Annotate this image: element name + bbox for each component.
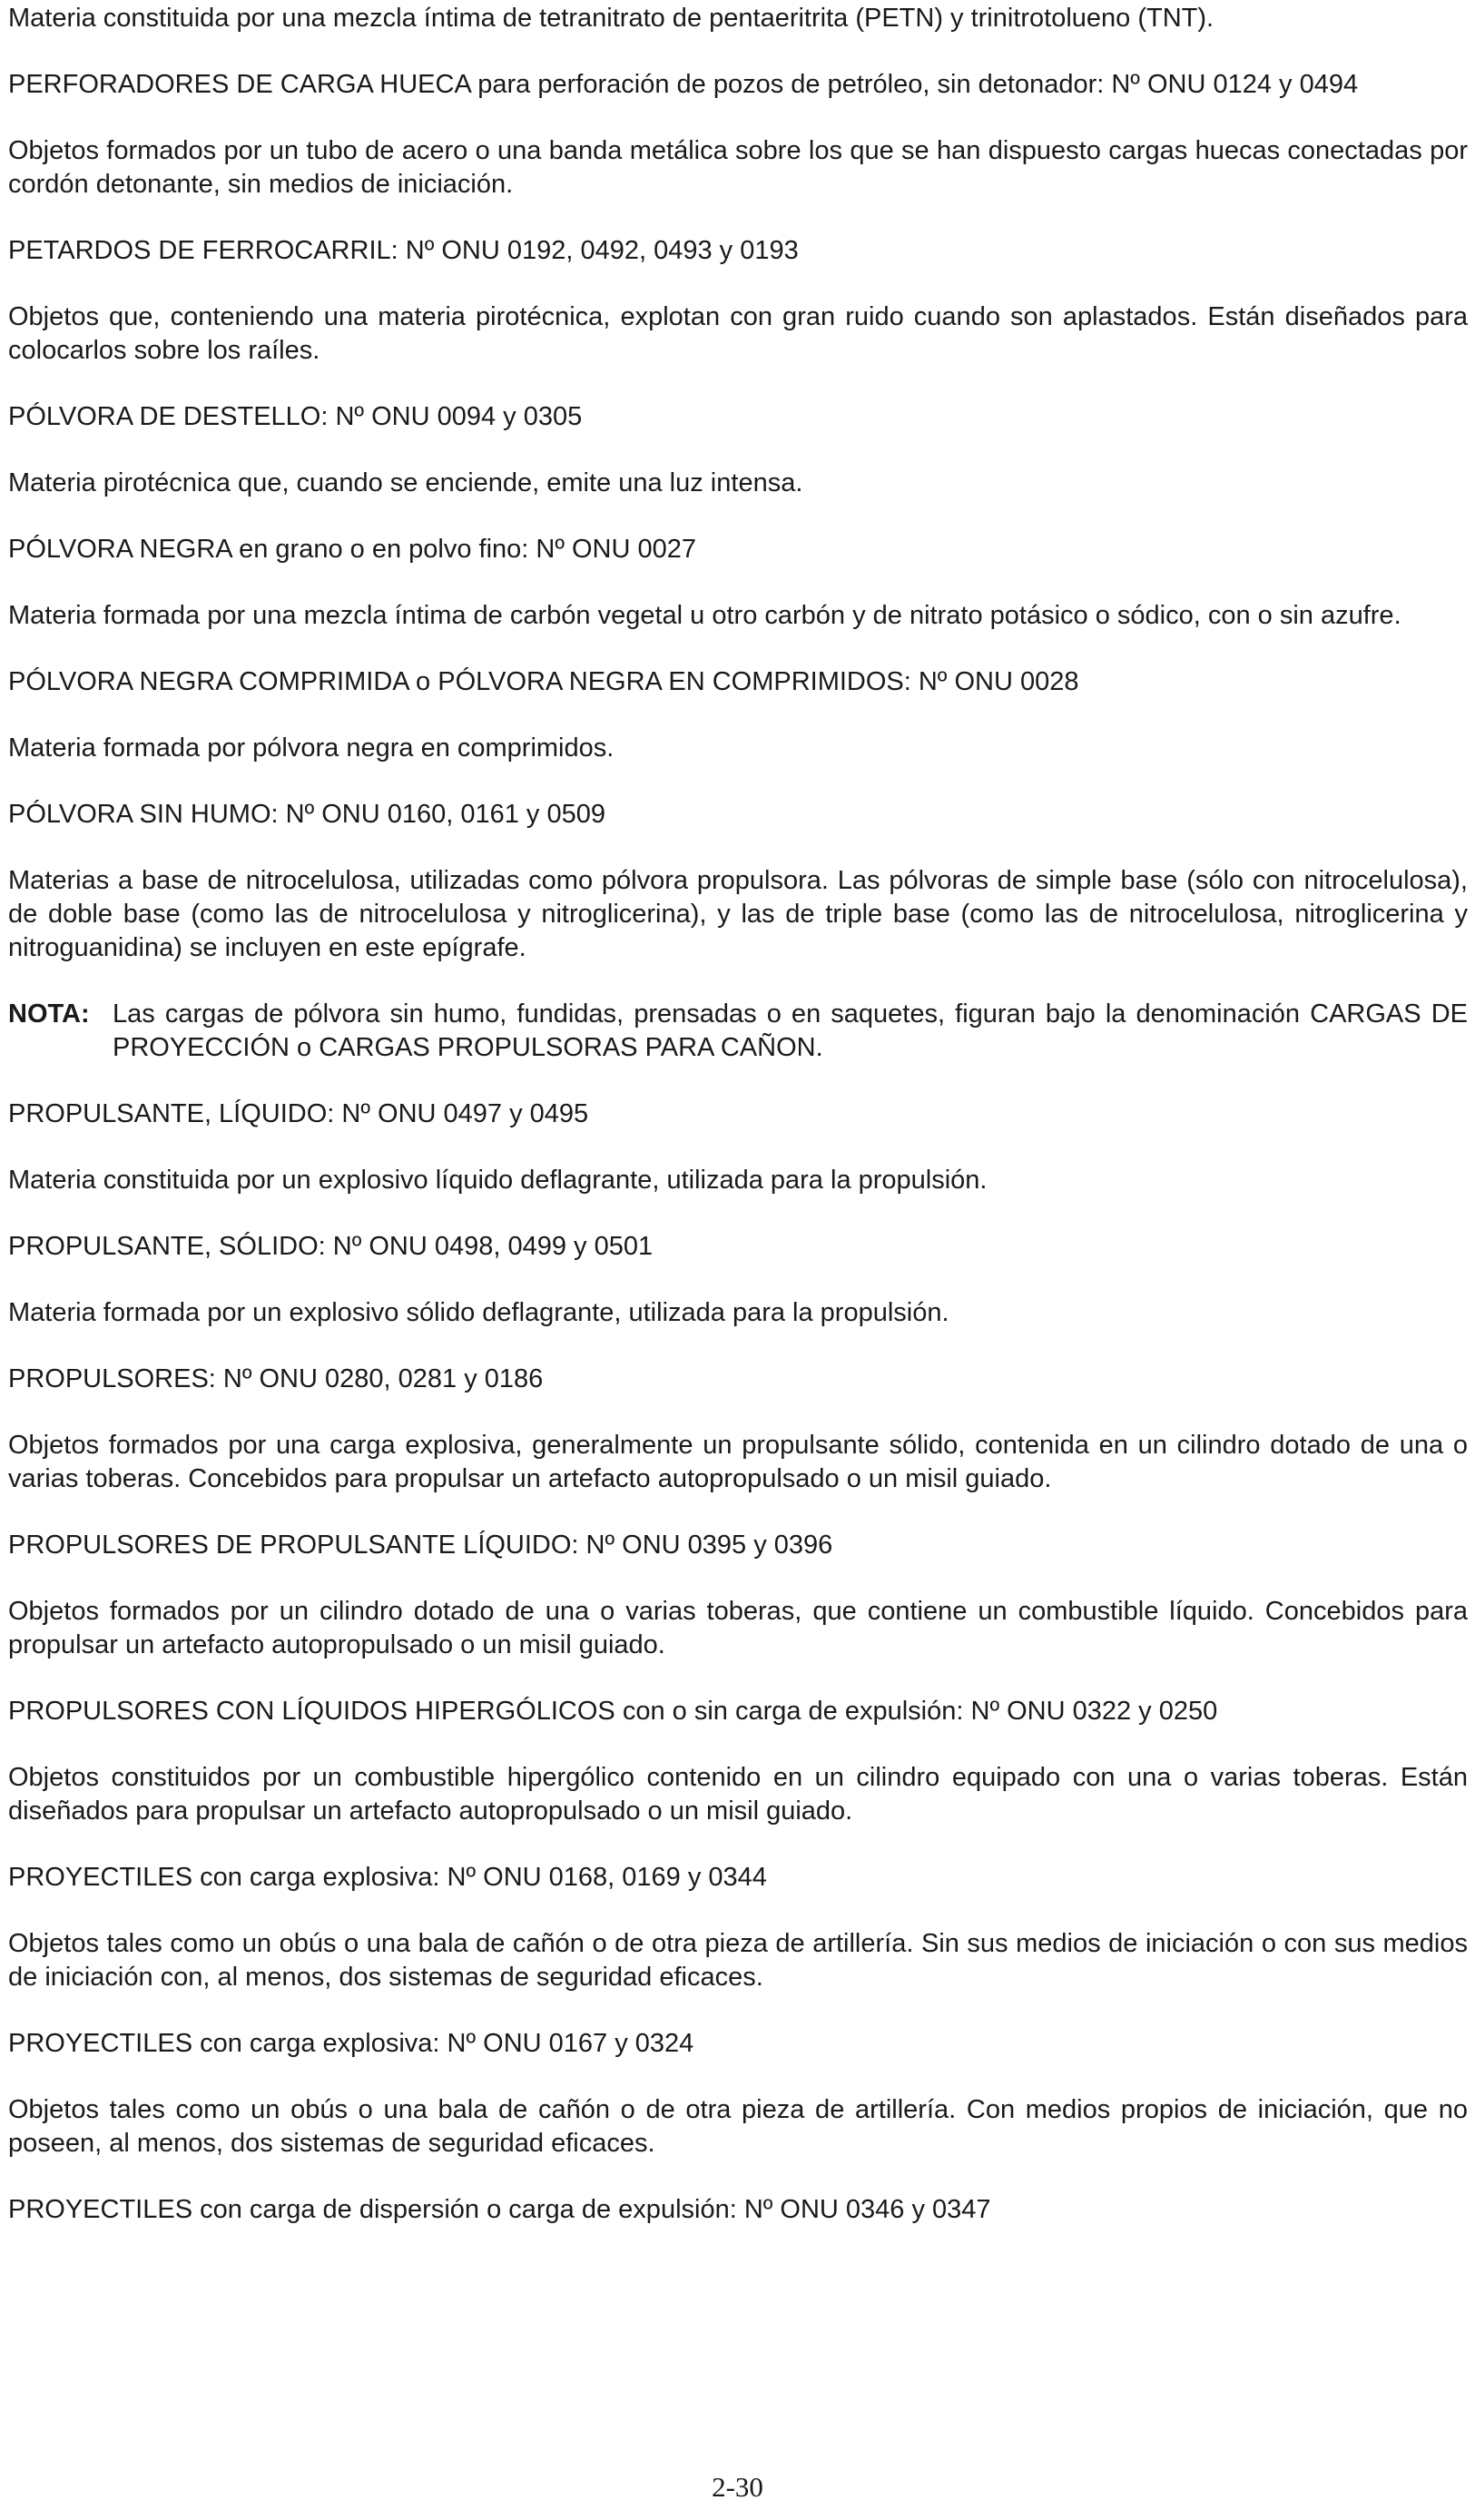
entry-heading: PÓLVORA SIN HUMO: Nº ONU 0160, 0161 y 0509 xyxy=(8,800,605,829)
entry-description: Objetos constituidos por un combustible hipergólico contenido en un cilindro equipado con una o varias toberas. Están diseñados para propulsar un artefacto autopropulsado o un misil guiado. xyxy=(8,1763,1468,1826)
entry-description: Materia formada por un explosivo sólido deflagrante, utilizada para la propulsión. xyxy=(8,1298,949,1327)
entry-heading: PROYECTILES con carga de dispersión o carga de expulsión: Nº ONU 0346 y 0347 xyxy=(8,2195,991,2224)
entry-heading: PROYECTILES con carga explosiva: Nº ONU 0167 y 0324 xyxy=(8,2029,694,2058)
entry-heading: PROPULSANTE, SÓLIDO: Nº ONU 0498, 0499 y 0501 xyxy=(8,1232,654,1261)
entry-heading: PROPULSORES DE PROPULSANTE LÍQUIDO: Nº ONU 0395 y 0396 xyxy=(8,1531,833,1560)
entry-heading: PÓLVORA NEGRA en grano o en polvo fino: Nº ONU 0027 xyxy=(8,535,697,564)
entry-description: Materia pirotécnica que, cuando se enciende, emite una luz intensa. xyxy=(8,468,803,497)
entry-description: Materia constituida por un explosivo líquido deflagrante, utilizada para la propulsión. xyxy=(8,1166,988,1195)
entry-description: Materia formada por una mezcla íntima de carbón vegetal u otro carbón y de nitrato potásico o sódico, con o sin azufre. xyxy=(8,601,1401,630)
entry-description: Objetos formados por una carga explosiva, generalmente un propulsante sólido, contenida en un cilindro dotado de una o varias toberas. Concebidos para propulsar un artefacto autopropulsado o un misil guiado. xyxy=(8,1431,1468,1493)
note-text: Las cargas de pólvora sin humo, fundidas, prensadas o en saquetes, figuran bajo la denominación CARGAS DE PROYECCIÓN o CARGAS PROPULSORAS PARA CAÑON. xyxy=(113,999,1468,1062)
entry-heading: PROPULSORES CON LÍQUIDOS HIPERGÓLICOS con o sin carga de expulsión: Nº ONU 0322 y 0250 xyxy=(8,1697,1218,1726)
entry-description: Objetos tales como un obús o una bala de cañón o de otra pieza de artillería. Con medios propios de iniciación, que no poseen, al menos, dos sistemas de seguridad eficaces. xyxy=(8,2095,1468,2158)
entry-heading: PROPULSORES: Nº ONU 0280, 0281 y 0186 xyxy=(8,1364,544,1393)
entry-heading: PÓLVORA NEGRA COMPRIMIDA o PÓLVORA NEGRA EN COMPRIMIDOS: Nº ONU 0028 xyxy=(8,667,1079,696)
note-label: NOTA: xyxy=(8,999,90,1029)
entry-heading: PROPULSANTE, LÍQUIDO: Nº ONU 0497 y 0495 xyxy=(8,1099,589,1128)
entry-heading: PETARDOS DE FERROCARRIL: Nº ONU 0192, 0492, 0493 y 0193 xyxy=(8,236,799,265)
entry-description: Materias a base de nitrocelulosa, utilizadas como pólvora propulsora. Las pólvoras de simple base (sólo con nitrocelulosa), de doble base (como las de nitrocelulosa y nitroglicerina), y las de triple base (como las de nitrocelulosa, nitroglicerina y nitroguanidina) se incluyen en este epígrafe. xyxy=(8,866,1468,962)
entry-description: Objetos que, conteniendo una materia pirotécnica, explotan con gran ruido cuando son aplastados. Están diseñados para colocarlos sobre los raíles. xyxy=(8,302,1468,365)
entry-heading: PROYECTILES con carga explosiva: Nº ONU 0168, 0169 y 0344 xyxy=(8,1863,767,1892)
entry-heading: PERFORADORES DE CARGA HUECA para perforación de pozos de petróleo, sin detonador: Nº ONU 0124 y 0494 xyxy=(8,70,1359,99)
entry-description: Objetos formados por un tubo de acero o una banda metálica sobre los que se han dispuesto cargas huecas conectadas por cordón detonante, sin medios de iniciación. xyxy=(8,136,1468,199)
entry-description: Materia constituida por una mezcla íntima de tetranitrato de pentaeritrita (PETN) y trinitrotolueno (TNT). xyxy=(8,4,1214,33)
entry-description: Objetos tales como un obús o una bala de cañón o de otra pieza de artillería. Sin sus medios de iniciación o con sus medios de iniciación con, al menos, dos sistemas de seguridad eficaces. xyxy=(8,1929,1468,1992)
entry-heading: PÓLVORA DE DESTELLO: Nº ONU 0094 y 0305 xyxy=(8,402,583,431)
entry-description: Materia formada por pólvora negra en comprimidos. xyxy=(8,733,615,763)
entry-description: Objetos formados por un cilindro dotado de una o varias toberas, que contiene un combustible líquido. Concebidos para propulsar un artefacto autopropulsado o un misil guiado. xyxy=(8,1597,1468,1659)
document-body xyxy=(8,2,1468,2259)
page-number: 2-30 xyxy=(712,2471,763,2503)
note-paragraph xyxy=(8,998,1468,1065)
